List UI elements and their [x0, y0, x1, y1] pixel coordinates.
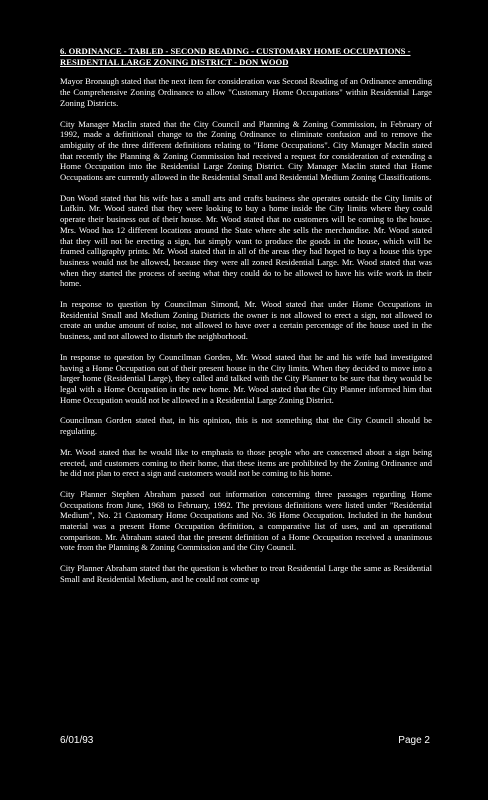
paragraph-simond-question: In response to question by Councilman Simond, Mr. Wood stated that under Home Occupations in Residential Small and Medium Zoning Districts the owner is not allowed to erect a sign, not allowed to create an undue amount of noise, not allowed to have over a certain percentage of the house used in the business, and not allowed to disturb the neighborhood. [60, 299, 432, 342]
paragraph-wood-emphasis: Mr. Wood stated that he would like to emphasis to those people who are concerned about a sign being erected, and customers coming to their home, that these items are prohibited by the Zoning Ordinance and he did not plan to erect a sign and customers would not be coming to his home. [60, 446, 432, 479]
footer-date: 6/01/93 [60, 735, 94, 746]
document-body [60, 46, 432, 595]
paragraph-don-wood-statement: Don Wood stated that his wife has a small arts and crafts business she operates outside the City limits of Lufkin. Mr. Wood stated that they were looking to buy a home inside the City limits where they could operate their business out of their house. Mr. Wood stated that no customers will be coming to the house. Mrs. Wood has 12 different locations around the State where she sells the merchandise. Mr. Wood stated that they will not be erecting a sign, but simply want to produce the goods in the house, which will be framed calligraphy prints. Mr. Wood stated that in all of the areas they had hoped to buy a house this type business would not be allowed, because they were all zoned Residential Large. Mr. Wood stated that was when they started the process of seeing what they could do to be allowed to have his wife work in their home. [60, 192, 432, 289]
paragraph-abraham-handout: City Planner Stephen Abraham passed out information concerning three passages regarding Home Occupations from June, 1968 to February, 1992. The previous definitions were listed under "Residential Medium", No. 21 Customary Home Occupations and No. 36 Home Occupation. Included in the handout material was a present Home Occupation definition, a comparative list of uses, and an operational comparison. Mr. Abraham stated that the present definition of a Home Occupation received a unanimous vote from the Planning & Zoning Commission and the City Council. [60, 488, 432, 553]
paragraph-city-manager-statement: City Manager Maclin stated that the City Council and Planning & Zoning Commission, in February of 1992, made a definitional change to the Zoning Ordinance to eliminate confusion and to remove the ambiguity of the three different definitions relating to "Home Occupations". City Manager Maclin stated that recently the Planning & Zoning Commission had received a request for consideration of extending a Home Occupation into the Residential Large Zoning District. City Manager Maclin stated that Home Occupations are currently allowed in the Residential Small and Residential Medium Zoning Classifications. [60, 118, 432, 183]
paragraph-gorden-question: In response to question by Councilman Gorden, Mr. Wood stated that he and his wife had investigated having a Home Occupation out of their present house in the City limits. When they decided to move into a larger home (Residential Large), they called and talked with the City Planner to be sure that they would be legal with a Home Occupation in the new home. Mr. Wood stated that the City Planner informed him that Home Occupation would not be allowed in a Residential Large Zoning District. [60, 351, 432, 405]
page-number: Page 2 [398, 735, 430, 746]
agenda-item-heading: 6. ORDINANCE - TABLED - SECOND READING - CUSTOMARY HOME OCCUPATIONS - RESIDENTIAL LARGE ZONING DISTRICT - DON WOOD [60, 46, 411, 67]
paragraph-gorden-opinion: Councilman Gorden stated that, in his opinion, this is not something that the City Council should be regulating. [60, 415, 432, 437]
paragraph-mayor-statement: Mayor Bronaugh stated that the next item for consideration was Second Reading of an Ordinance amending the Comprehensive Zoning Ordinance to allow "Customary Home Occupations" within Residential Large Zoning Districts. [60, 76, 432, 108]
paragraph-abraham-question: City Planner Abraham stated that the question is whether to treat Residential Large the same as Residential Small and Residential Medium, and he could not come up [60, 563, 432, 584]
